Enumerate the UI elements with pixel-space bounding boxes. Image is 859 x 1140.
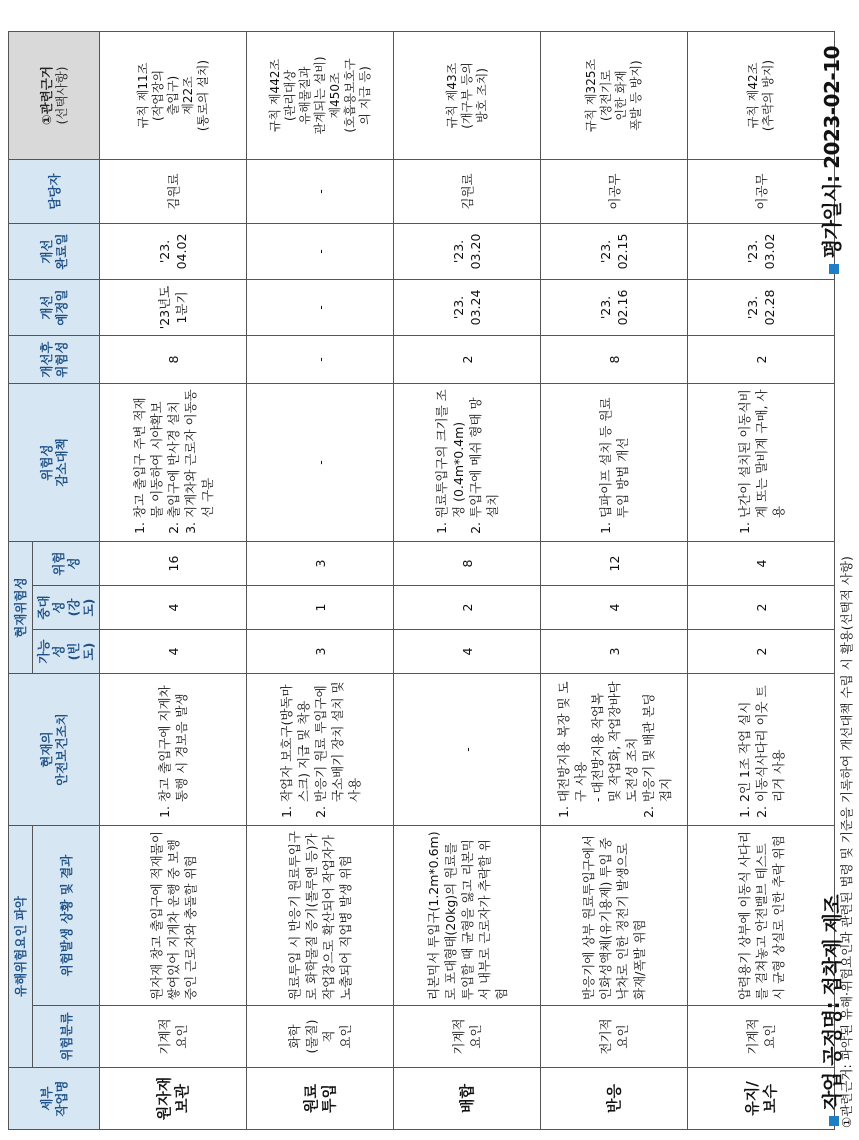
eval-date-text: 평가일시: 2023-02-10 [820,46,844,259]
severity-value: 1 [247,585,394,629]
reduction-measures-list [736,389,787,536]
hazard-type: 기계적 요인 [100,1006,247,1068]
improved-risk-value: - [247,335,394,383]
likelihood-value: 4 [100,629,247,673]
list-item: 2. 이동식사다리 이웃 트리거 사용 [753,679,787,802]
current-measures-text: - [459,747,475,752]
current-measures-list [555,679,674,820]
hazard-desc: 리본믹서 투입구(1.2m*0.6m)로 포대형태(20kg)의 원료를 투입할 때 균형을 잃고 리본믹서 내부로 근로자가 추락할 위험 [394,825,541,1005]
header-hazard-group: 유해위험요인 파악 [9,825,33,1067]
law-sub: (선택사항) [54,66,69,125]
planned-date: - [247,279,394,335]
current-measures-list [156,679,190,820]
likelihood-value: 2 [688,629,835,673]
risk-assessment-table [8,31,835,1130]
law-reference: 규칙 제325조 (정전기로 인한 화재 폭발 등 방지) [541,31,688,159]
task-name: 배합 [394,1068,541,1130]
list-item: 2. 투입구에 메쉬 형태 망 설치 [467,389,501,518]
current-measures-list [736,679,787,820]
list-item: 1. 딥파이프 설치 등 원료투입 방법 개선 [597,389,631,518]
reduction-measures-text: - [312,460,328,465]
severity-value: 4 [100,585,247,629]
current-measures [688,673,835,825]
current-measures [394,673,541,825]
header-current-risk: 현재위험성 [9,541,33,673]
task-name: 유지/ 보수 [688,1068,835,1130]
manager-name: 이공무 [541,159,688,223]
hazard-type: 전기적 요인 [541,1006,688,1068]
list-item: 1. 창고 출입구에 지게차 통행 시 경보음 발생 [156,679,190,802]
header-task: 세부 작업명 [9,1068,100,1130]
planned-date: '23년도 1분기 [100,279,247,335]
header-likelihood: 가능성 (빈도) [33,629,100,673]
header-completed-date: 개선 완료일 [9,223,100,279]
planned-date: '23. 02.28 [688,279,835,335]
risk-value: 16 [100,541,247,585]
header-risk: 위험성 [33,541,100,585]
planned-date: '23. 03.24 [394,279,541,335]
reduction-measures [247,383,394,541]
current-measures [541,673,688,825]
reduction-measures-list [597,389,631,536]
law-reference: 규칙 제442조 (관리대상 유해물질과 관계되는 설비) 제450조 (호흡용보호구 의 지급 등) [247,31,394,159]
table-body [100,31,835,1129]
footnote: ①관련근거: 파악된 유해·위험요인과 관련된 법령 및 기준을 기록하여 개선대책 수립 시 활용(선택적 사항) [839,556,854,1128]
task-name: 원료 투입 [247,1068,394,1130]
hazard-desc: 원자재 창고 출입구에 적재물이 쌓여있어 지게차 운행 중 보행 중인 근로자와 충돌할 위험 [100,825,247,1005]
likelihood-value: 3 [541,629,688,673]
completed-date: '23. 04.02 [100,223,247,279]
list-item: 1. 2인 1조 작업 실시 [736,679,753,802]
task-name: 원자재 보관 [100,1068,247,1130]
completed-date: '23. 03.02 [688,223,835,279]
risk-value: 12 [541,541,688,585]
list-item: 2. 반응기 및 배관 본딩 접지 [640,679,674,802]
header-improved-risk: 개선후 위험성 [9,335,100,383]
risk-value: 8 [394,541,541,585]
reduction-measures [100,383,247,541]
manager-name: - [247,159,394,223]
header-current-measures: 현재의 안전보건조치 [9,673,100,825]
header-reduction: 위험성 감소대책 [9,383,100,541]
manager-name: 김원료 [394,159,541,223]
law-reference: 규칙 제43조 (개구부 등의 방호 조치) [394,31,541,159]
completed-date: '23. 03.20 [394,223,541,279]
reduction-measures [394,383,541,541]
list-item: 1. 난간이 설치된 이동식비계 또는 말비계 구매, 사용 [736,389,787,518]
law-reference: 규칙 제42조 (추락의 방지) [688,31,835,159]
reduction-measures-list [131,389,216,536]
list-item: 1. 원료투입구의 크기를 조정 (0.4m*0.4m) [433,389,467,518]
current-measures [100,673,247,825]
completed-date: - [247,223,394,279]
list-item: 3. 지게차와 근로자 이동동선 구분 [182,389,216,518]
eval-date [816,46,845,274]
hazard-type: 기계적 요인 [394,1006,541,1068]
current-measures [247,673,394,825]
improved-risk-value: 2 [688,335,835,383]
hazard-type: 기계적 요인 [688,1006,835,1068]
likelihood-value: 4 [394,629,541,673]
table-row [688,31,835,1129]
list-item: 2. 출입구에 반사경 설치 [165,389,182,518]
improved-risk-value: 8 [100,335,247,383]
list-item: 1. 창고 출입구 주변 적재물 이동하여 시야확보 [131,389,165,518]
reduction-measures [688,383,835,541]
planned-date: '23. 02.16 [541,279,688,335]
list-item: 2. 반응기 원료 투입구에 국소배기 장치 설치 및 사용 [312,679,363,802]
header-hazard-type: 위험분류 [33,1006,100,1068]
law-mark: ① [39,114,54,125]
hazard-type: 화학 (물질) 적 요인 [247,1006,394,1068]
reduction-measures-list [433,389,501,536]
task-name: 반응 [541,1068,688,1130]
manager-name: 김원료 [100,159,247,223]
reduction-measures [541,383,688,541]
table-row [247,31,394,1129]
severity-value: 2 [688,585,835,629]
table-row [100,31,247,1129]
law-label: 관련근거 [39,66,54,115]
hazard-desc: 원료투입 시 반응기 원료투입구로 화학물질 증기(톨루엔 등)가 작업장으로 확산되어 작업자가 노출되어 직업병 발생 위험 [247,825,394,1005]
risk-value: 3 [247,541,394,585]
header-law [9,31,100,159]
hazard-desc: 압력용기 상부에 이동식 사다리를 걸쳐놓고 안전밸브 테스트 시 균형 상실로 인한 추락 위험 [688,825,835,1005]
hazard-desc: 반응기에 상부 원료투입구에서 인화성액체(유기용제) 투입 중 낙차로 인한 정전기 발생으로 화재/폭발 위험 [541,825,688,1005]
list-item: 1. 작업자 보호구(방독마스크) 지급 및 착용 [278,679,312,802]
table-row [541,31,688,1129]
risk-value: 4 [688,541,835,585]
improved-risk-value: 8 [541,335,688,383]
severity-value: 4 [541,585,688,629]
current-measures-list [278,679,363,820]
likelihood-value: 3 [247,629,394,673]
header-manager: 담당자 [9,159,100,223]
list-item: 1. 대전방지용 복장 및 도구 사용 - 대전방지용 작업복 및 작업화, 작업장바닥 도전성 조치 [555,679,640,802]
header-severity: 중대성 (강도) [33,585,100,629]
square-bullet-icon [829,264,839,274]
manager-name: 이공무 [688,159,835,223]
law-reference: 규칙 제11조 (작업장의 출입구) 제22조 (통로의 설치) [100,31,247,159]
severity-value: 2 [394,585,541,629]
table-row [394,31,541,1129]
process-title-text: 작업 공정명: 접착제 제조 [820,894,844,1110]
header-planned-date: 개선 예정일 [9,279,100,335]
improved-risk-value: 2 [394,335,541,383]
completed-date: '23. 02.15 [541,223,688,279]
header-hazard-desc: 위험발생 상황 및 결과 [33,825,100,1005]
